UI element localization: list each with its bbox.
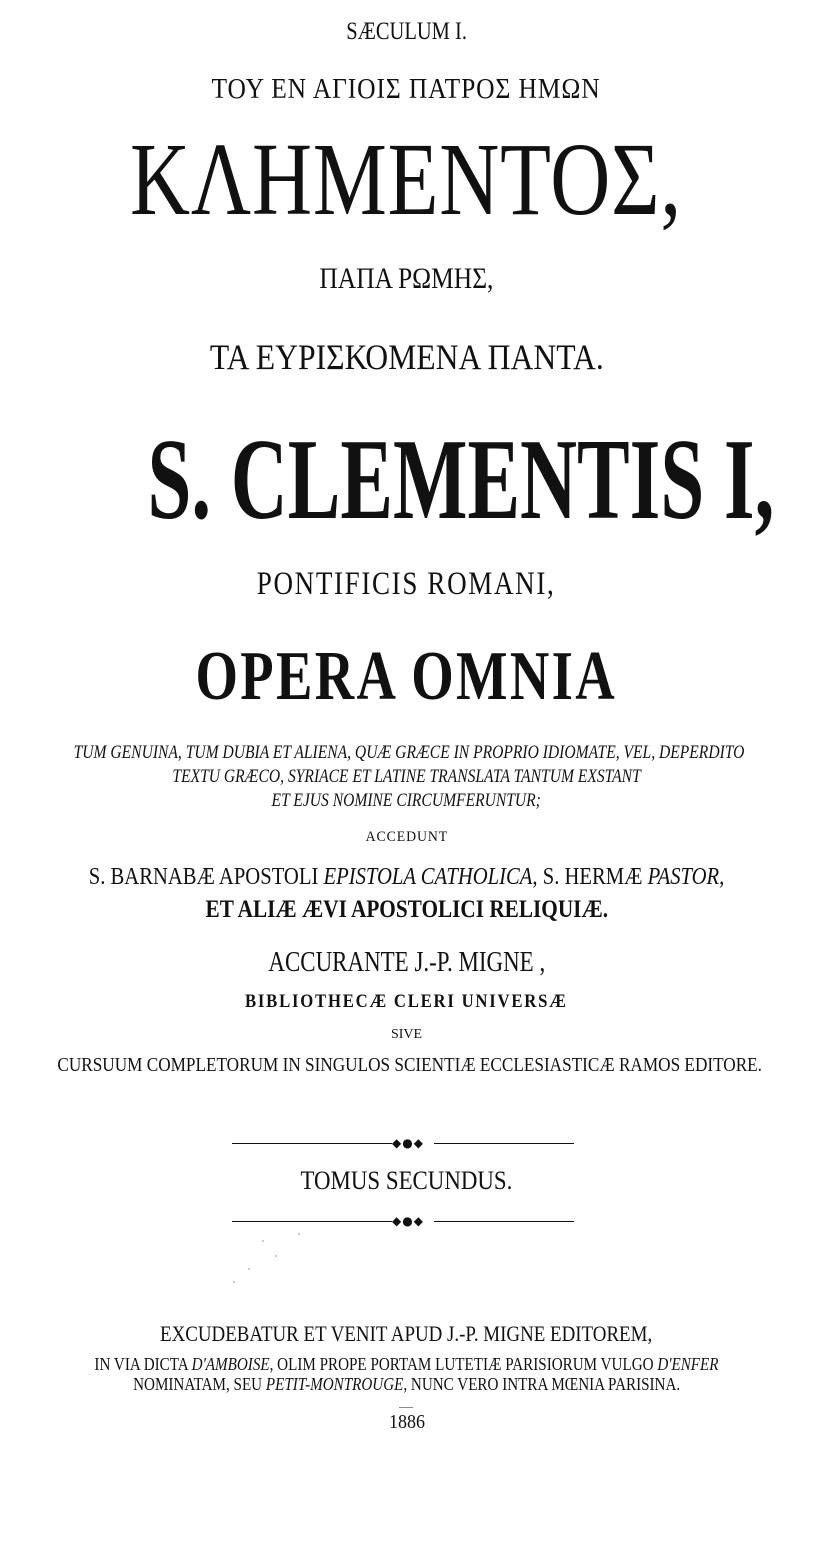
excudebatur-text: EXCUDEBATUR ET VENIT APUD J.-P. MIGNE EDITOREM, [160, 1321, 653, 1346]
print-speck [298, 1233, 300, 1235]
description-line-1 [0, 742, 813, 764]
excudebatur-line [0, 1321, 813, 1347]
greek-heading-text: ΤΟΥ ΕΝ ΑΓΙΟΙΣ ΠΑΤΡΟΣ ΗΜΩΝ [211, 73, 601, 105]
address-montrouge: PETIT-MONTROUGE [265, 1374, 404, 1394]
address-enfer: D'ENFER [657, 1354, 719, 1374]
sive-text: SIVE [390, 1027, 423, 1042]
greek-pope-text: ΠΑΠΑ ΡΩΜΗΣ, [319, 262, 494, 295]
address-1c: , OLIM PROPE PORTAM LUTETIÆ PARISIORUM VULGO [269, 1354, 658, 1374]
print-speck [262, 1240, 264, 1242]
description-text-1: TUM GENUINA, TUM DUBIA ET ALIENA, QUÆ GRÆCE IN PROPRIO IDIOMATE, VEL, DEPERDITO [73, 742, 745, 763]
address-amboise: D'AMBOISE [191, 1354, 270, 1374]
hermae: , S. HERMÆ [532, 864, 648, 890]
year-dash [399, 1407, 413, 1408]
saeculum-heading [0, 18, 813, 46]
greek-name-text: ΚΛΗΜΕΝΤΟΣ, [130, 128, 683, 232]
description-text-2: TEXTU GRÆCO, SYRIACE ET LATINE TRANSLATA TANTUM EXSTANT [172, 766, 641, 787]
rule-lower-right [434, 1221, 574, 1222]
pastor: PASTOR, [647, 864, 725, 890]
greek-works-text: ΤΑ ΕΥΡΙΣΚΟΜΕΝΑ ΠΑΝΤΑ. [209, 337, 604, 377]
description-line-3 [0, 790, 813, 812]
bibliothecae-line [0, 991, 813, 1013]
latin-name-title [0, 422, 813, 538]
address-line-1 [0, 1354, 813, 1375]
greek-heading [0, 73, 813, 106]
opera-omnia-title [0, 642, 813, 712]
tomus-line [0, 1166, 813, 1196]
sive-line [0, 1027, 813, 1043]
greek-works [0, 336, 813, 378]
ornament-upper: ◆●◆ [392, 1136, 424, 1150]
address-text-1 [94, 1354, 718, 1375]
saeculum-text: SÆCULUM I. [346, 18, 467, 45]
pontificis-romani [0, 566, 813, 603]
rule-upper-left [232, 1143, 392, 1144]
cursuum-line [0, 1054, 813, 1077]
cursuum-text: CURSUUM COMPLETORUM IN SINGULOS SCIENTIÆ ECCLESIASTICÆ RAMOS EDITORE. [57, 1054, 762, 1076]
greek-name-title [0, 128, 813, 232]
greek-pope [0, 262, 813, 296]
print-speck [233, 1281, 235, 1283]
accedunt [0, 829, 813, 846]
print-speck [248, 1268, 250, 1270]
barnabae-line [0, 864, 813, 891]
barnabae-text [89, 864, 725, 891]
epistola-catholica: EPISTOLA CATHOLICA [323, 864, 533, 890]
accurante-line [0, 947, 813, 979]
address-line-2 [0, 1374, 813, 1395]
tomus-text: TOMUS SECUNDUS. [300, 1166, 513, 1195]
address-2c: , NUNC VERO INTRA MŒNIA PARISINA. [403, 1374, 681, 1394]
description-text-3: ET EJUS NOMINE CIRCUMFERUNTUR; [271, 790, 542, 811]
ornament-lower: ◆●◆ [392, 1214, 424, 1228]
latin-name-text: S. CLEMENTIS I, [147, 422, 775, 538]
pontificis-text: PONTIFICIS ROMANI, [257, 566, 556, 602]
rule-lower-left [232, 1221, 392, 1222]
description-line-2 [0, 766, 813, 788]
print-speck [275, 1255, 277, 1257]
year-line [0, 1411, 813, 1434]
barnabae-apostle: S. BARNABÆ APOSTOLI [88, 864, 324, 890]
address-2a: NOMINATAM, SEU [132, 1374, 266, 1394]
accedunt-text: ACCEDUNT [365, 829, 448, 845]
address-1a: IN VIA DICTA [94, 1354, 192, 1374]
rule-upper-right [434, 1143, 574, 1144]
address-text-2 [133, 1374, 680, 1395]
opera-omnia-text: OPERA OMNIA [195, 642, 618, 712]
aliae-line [0, 896, 813, 924]
bibliothecae-text: BIBLIOTHECÆ CLERI UNIVERSÆ [245, 991, 568, 1012]
accurante-text: ACCURANTE J.-P. MIGNE , [268, 947, 545, 978]
aliae-text: ET ALIÆ ÆVI APOSTOLICI RELIQUIÆ. [205, 896, 608, 923]
year-text: 1886 [388, 1411, 425, 1433]
